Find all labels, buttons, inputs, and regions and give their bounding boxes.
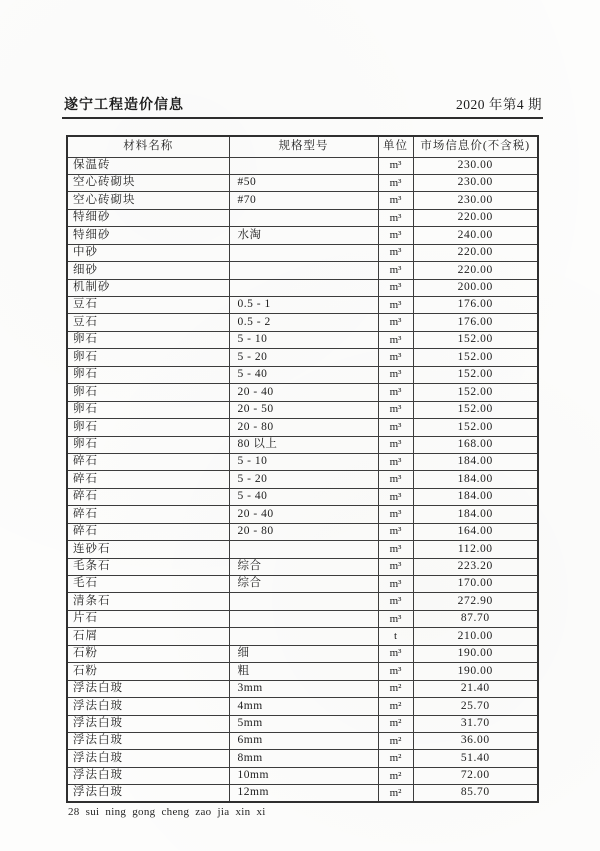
cell-unit: m² bbox=[378, 715, 413, 732]
cell-price: 21.40 bbox=[413, 680, 538, 697]
cell-unit: m³ bbox=[378, 506, 413, 523]
cell-price: 272.90 bbox=[413, 593, 538, 610]
col-header-material: 材料名称 bbox=[67, 136, 229, 157]
cell-price: 240.00 bbox=[413, 227, 538, 244]
cell-spec: 粗 bbox=[229, 663, 378, 680]
table-row bbox=[67, 401, 538, 418]
table-row bbox=[67, 698, 538, 715]
cell-name: 石粉 bbox=[67, 663, 229, 680]
cell-price: 190.00 bbox=[413, 663, 538, 680]
cell-name: 石粉 bbox=[67, 645, 229, 662]
cell-name: 卵石 bbox=[67, 436, 229, 453]
cell-price: 170.00 bbox=[413, 576, 538, 593]
cell-name: 豆石 bbox=[67, 314, 229, 331]
col-header-price: 市场信息价(不含税) bbox=[413, 136, 538, 157]
cell-unit: m³ bbox=[378, 593, 413, 610]
cell-unit: m³ bbox=[378, 331, 413, 348]
cell-price: 164.00 bbox=[413, 523, 538, 540]
cell-unit: m² bbox=[378, 750, 413, 767]
cell-price: 152.00 bbox=[413, 366, 538, 383]
cell-name: 卵石 bbox=[67, 419, 229, 436]
cell-price: 51.40 bbox=[413, 750, 538, 767]
cell-name: 空心砖砌块 bbox=[67, 174, 229, 191]
table-row bbox=[67, 349, 538, 366]
cell-name: 毛石 bbox=[67, 576, 229, 593]
cell-price: 112.00 bbox=[413, 541, 538, 558]
cell-price: 72.00 bbox=[413, 767, 538, 784]
cell-unit: m³ bbox=[378, 192, 413, 209]
cell-unit: m³ bbox=[378, 262, 413, 279]
masthead-divider bbox=[62, 117, 543, 119]
cell-price: 85.70 bbox=[413, 785, 538, 802]
table-row bbox=[67, 209, 538, 226]
table-row bbox=[67, 279, 538, 296]
cell-spec: 0.5 - 2 bbox=[229, 314, 378, 331]
table-row bbox=[67, 506, 538, 523]
cell-name: 卵石 bbox=[67, 349, 229, 366]
cell-unit: m² bbox=[378, 785, 413, 802]
table-row bbox=[67, 331, 538, 348]
cell-spec: 综合 bbox=[229, 558, 378, 575]
cell-name: 碎石 bbox=[67, 488, 229, 505]
cell-unit: m³ bbox=[378, 610, 413, 627]
cell-spec: 5 - 40 bbox=[229, 366, 378, 383]
table-row bbox=[67, 732, 538, 749]
cell-unit: m³ bbox=[378, 576, 413, 593]
table-row bbox=[67, 384, 538, 401]
cell-unit: m³ bbox=[378, 366, 413, 383]
cell-unit: m³ bbox=[378, 279, 413, 296]
cell-unit: m² bbox=[378, 680, 413, 697]
cell-name: 浮法白玻 bbox=[67, 750, 229, 767]
cell-price: 230.00 bbox=[413, 157, 538, 174]
cell-spec: 细 bbox=[229, 645, 378, 662]
cell-unit: m³ bbox=[378, 419, 413, 436]
table-header bbox=[67, 136, 538, 157]
cell-unit: m³ bbox=[378, 453, 413, 470]
cell-unit: m³ bbox=[378, 244, 413, 261]
table-row bbox=[67, 663, 538, 680]
table-row bbox=[67, 785, 538, 802]
cell-unit: m³ bbox=[378, 436, 413, 453]
cell-name: 特细砂 bbox=[67, 227, 229, 244]
table-row bbox=[67, 715, 538, 732]
cell-name: 浮法白玻 bbox=[67, 767, 229, 784]
cell-name: 浮法白玻 bbox=[67, 680, 229, 697]
cell-unit: m² bbox=[378, 767, 413, 784]
cell-price: 230.00 bbox=[413, 174, 538, 191]
cell-name: 细砂 bbox=[67, 262, 229, 279]
cell-spec: 80 以上 bbox=[229, 436, 378, 453]
table-row bbox=[67, 471, 538, 488]
table-row bbox=[67, 558, 538, 575]
page-masthead bbox=[64, 93, 542, 114]
cell-spec: 12mm bbox=[229, 785, 378, 802]
cell-unit: m³ bbox=[378, 558, 413, 575]
cell-name: 毛条石 bbox=[67, 558, 229, 575]
cell-spec: 20 - 80 bbox=[229, 419, 378, 436]
cell-unit: m³ bbox=[378, 297, 413, 314]
cell-price: 184.00 bbox=[413, 471, 538, 488]
cell-price: 176.00 bbox=[413, 314, 538, 331]
cell-price: 152.00 bbox=[413, 331, 538, 348]
cell-unit: m³ bbox=[378, 541, 413, 558]
journal-title: 遂宁工程造价信息 bbox=[64, 98, 184, 113]
cell-unit: m³ bbox=[378, 157, 413, 174]
cell-spec bbox=[229, 610, 378, 627]
cell-unit: m² bbox=[378, 698, 413, 715]
cell-spec: 5 - 20 bbox=[229, 349, 378, 366]
cell-spec: 6mm bbox=[229, 732, 378, 749]
material-price-table bbox=[66, 135, 539, 803]
cell-unit: m³ bbox=[378, 663, 413, 680]
table-row bbox=[67, 593, 538, 610]
cell-name: 连砂石 bbox=[67, 541, 229, 558]
cell-price: 36.00 bbox=[413, 732, 538, 749]
cell-spec bbox=[229, 209, 378, 226]
cell-spec: 5mm bbox=[229, 715, 378, 732]
cell-name: 卵石 bbox=[67, 401, 229, 418]
cell-name: 石屑 bbox=[67, 628, 229, 645]
cell-price: 31.70 bbox=[413, 715, 538, 732]
cell-name: 碎石 bbox=[67, 506, 229, 523]
table-row bbox=[67, 453, 538, 470]
cell-spec: 5 - 20 bbox=[229, 471, 378, 488]
cell-unit: m² bbox=[378, 732, 413, 749]
cell-price: 184.00 bbox=[413, 453, 538, 470]
cell-price: 220.00 bbox=[413, 262, 538, 279]
cell-price: 220.00 bbox=[413, 244, 538, 261]
table-row bbox=[67, 541, 538, 558]
table-row bbox=[67, 419, 538, 436]
cell-spec: 综合 bbox=[229, 576, 378, 593]
cell-name: 机制砂 bbox=[67, 279, 229, 296]
cell-unit: m³ bbox=[378, 471, 413, 488]
cell-price: 184.00 bbox=[413, 506, 538, 523]
cell-spec: 4mm bbox=[229, 698, 378, 715]
cell-spec: 10mm bbox=[229, 767, 378, 784]
cell-price: 200.00 bbox=[413, 279, 538, 296]
cell-name: 卵石 bbox=[67, 331, 229, 348]
table-row bbox=[67, 192, 538, 209]
cell-price: 190.00 bbox=[413, 645, 538, 662]
cell-spec: 8mm bbox=[229, 750, 378, 767]
cell-unit: m³ bbox=[378, 523, 413, 540]
cell-price: 152.00 bbox=[413, 384, 538, 401]
cell-unit: m³ bbox=[378, 227, 413, 244]
table-row bbox=[67, 262, 538, 279]
cell-name: 卵石 bbox=[67, 366, 229, 383]
cell-name: 碎石 bbox=[67, 471, 229, 488]
cell-spec: 5 - 10 bbox=[229, 331, 378, 348]
cell-spec bbox=[229, 262, 378, 279]
cell-name: 特细砂 bbox=[67, 209, 229, 226]
cell-name: 卵石 bbox=[67, 384, 229, 401]
cell-unit: m³ bbox=[378, 314, 413, 331]
table-row bbox=[67, 488, 538, 505]
cell-name: 片石 bbox=[67, 610, 229, 627]
cell-name: 豆石 bbox=[67, 297, 229, 314]
table-row bbox=[67, 244, 538, 261]
cell-price: 184.00 bbox=[413, 488, 538, 505]
cell-spec: 20 - 40 bbox=[229, 384, 378, 401]
cell-unit: t bbox=[378, 628, 413, 645]
cell-spec: 20 - 40 bbox=[229, 506, 378, 523]
cell-spec: 20 - 80 bbox=[229, 523, 378, 540]
cell-price: 152.00 bbox=[413, 349, 538, 366]
cell-spec: 3mm bbox=[229, 680, 378, 697]
cell-price: 220.00 bbox=[413, 209, 538, 226]
cell-name: 浮法白玻 bbox=[67, 715, 229, 732]
cell-spec: 5 - 40 bbox=[229, 488, 378, 505]
col-header-spec: 规格型号 bbox=[229, 136, 378, 157]
table-row bbox=[67, 174, 538, 191]
cell-unit: m³ bbox=[378, 174, 413, 191]
table-row bbox=[67, 436, 538, 453]
cell-name: 碎石 bbox=[67, 453, 229, 470]
cell-price: 25.70 bbox=[413, 698, 538, 715]
issue-label: 2020 年第4 期 bbox=[456, 97, 542, 112]
cell-spec: 0.5 - 1 bbox=[229, 297, 378, 314]
cell-price: 230.00 bbox=[413, 192, 538, 209]
table-row bbox=[67, 314, 538, 331]
table-row bbox=[67, 750, 538, 767]
cell-price: 87.70 bbox=[413, 610, 538, 627]
cell-unit: m³ bbox=[378, 645, 413, 662]
cell-name: 碎石 bbox=[67, 523, 229, 540]
cell-name: 清条石 bbox=[67, 593, 229, 610]
table-row bbox=[67, 610, 538, 627]
cell-spec bbox=[229, 279, 378, 296]
cell-name: 浮法白玻 bbox=[67, 785, 229, 802]
table-header-row bbox=[67, 136, 538, 157]
cell-spec bbox=[229, 244, 378, 261]
table-row bbox=[67, 767, 538, 784]
cell-spec: 20 - 50 bbox=[229, 401, 378, 418]
table-row bbox=[67, 628, 538, 645]
cell-name: 浮法白玻 bbox=[67, 732, 229, 749]
cell-spec bbox=[229, 593, 378, 610]
cell-name: 保温砖 bbox=[67, 157, 229, 174]
cell-spec bbox=[229, 541, 378, 558]
cell-spec: #50 bbox=[229, 174, 378, 191]
table-row bbox=[67, 157, 538, 174]
cell-name: 浮法白玻 bbox=[67, 698, 229, 715]
price-table-body bbox=[67, 157, 538, 802]
table-row bbox=[67, 297, 538, 314]
col-header-unit: 单位 bbox=[378, 136, 413, 157]
cell-name: 空心砖砌块 bbox=[67, 192, 229, 209]
cell-unit: m³ bbox=[378, 401, 413, 418]
cell-unit: m³ bbox=[378, 488, 413, 505]
table-row bbox=[67, 680, 538, 697]
cell-price: 152.00 bbox=[413, 419, 538, 436]
cell-price: 223.20 bbox=[413, 558, 538, 575]
cell-spec: 5 - 10 bbox=[229, 453, 378, 470]
table-row bbox=[67, 227, 538, 244]
cell-unit: m³ bbox=[378, 384, 413, 401]
cell-price: 176.00 bbox=[413, 297, 538, 314]
cell-price: 152.00 bbox=[413, 401, 538, 418]
cell-name: 中砂 bbox=[67, 244, 229, 261]
cell-spec bbox=[229, 628, 378, 645]
table-row bbox=[67, 576, 538, 593]
cell-price: 210.00 bbox=[413, 628, 538, 645]
page-footer: 28 sui ning gong cheng zao jia xin xi bbox=[68, 806, 266, 818]
cell-spec: #70 bbox=[229, 192, 378, 209]
cell-unit: m³ bbox=[378, 349, 413, 366]
table-row bbox=[67, 366, 538, 383]
cell-price: 168.00 bbox=[413, 436, 538, 453]
table-row bbox=[67, 645, 538, 662]
cell-spec bbox=[229, 157, 378, 174]
cell-unit: m³ bbox=[378, 209, 413, 226]
table-row bbox=[67, 523, 538, 540]
cell-spec: 水淘 bbox=[229, 227, 378, 244]
